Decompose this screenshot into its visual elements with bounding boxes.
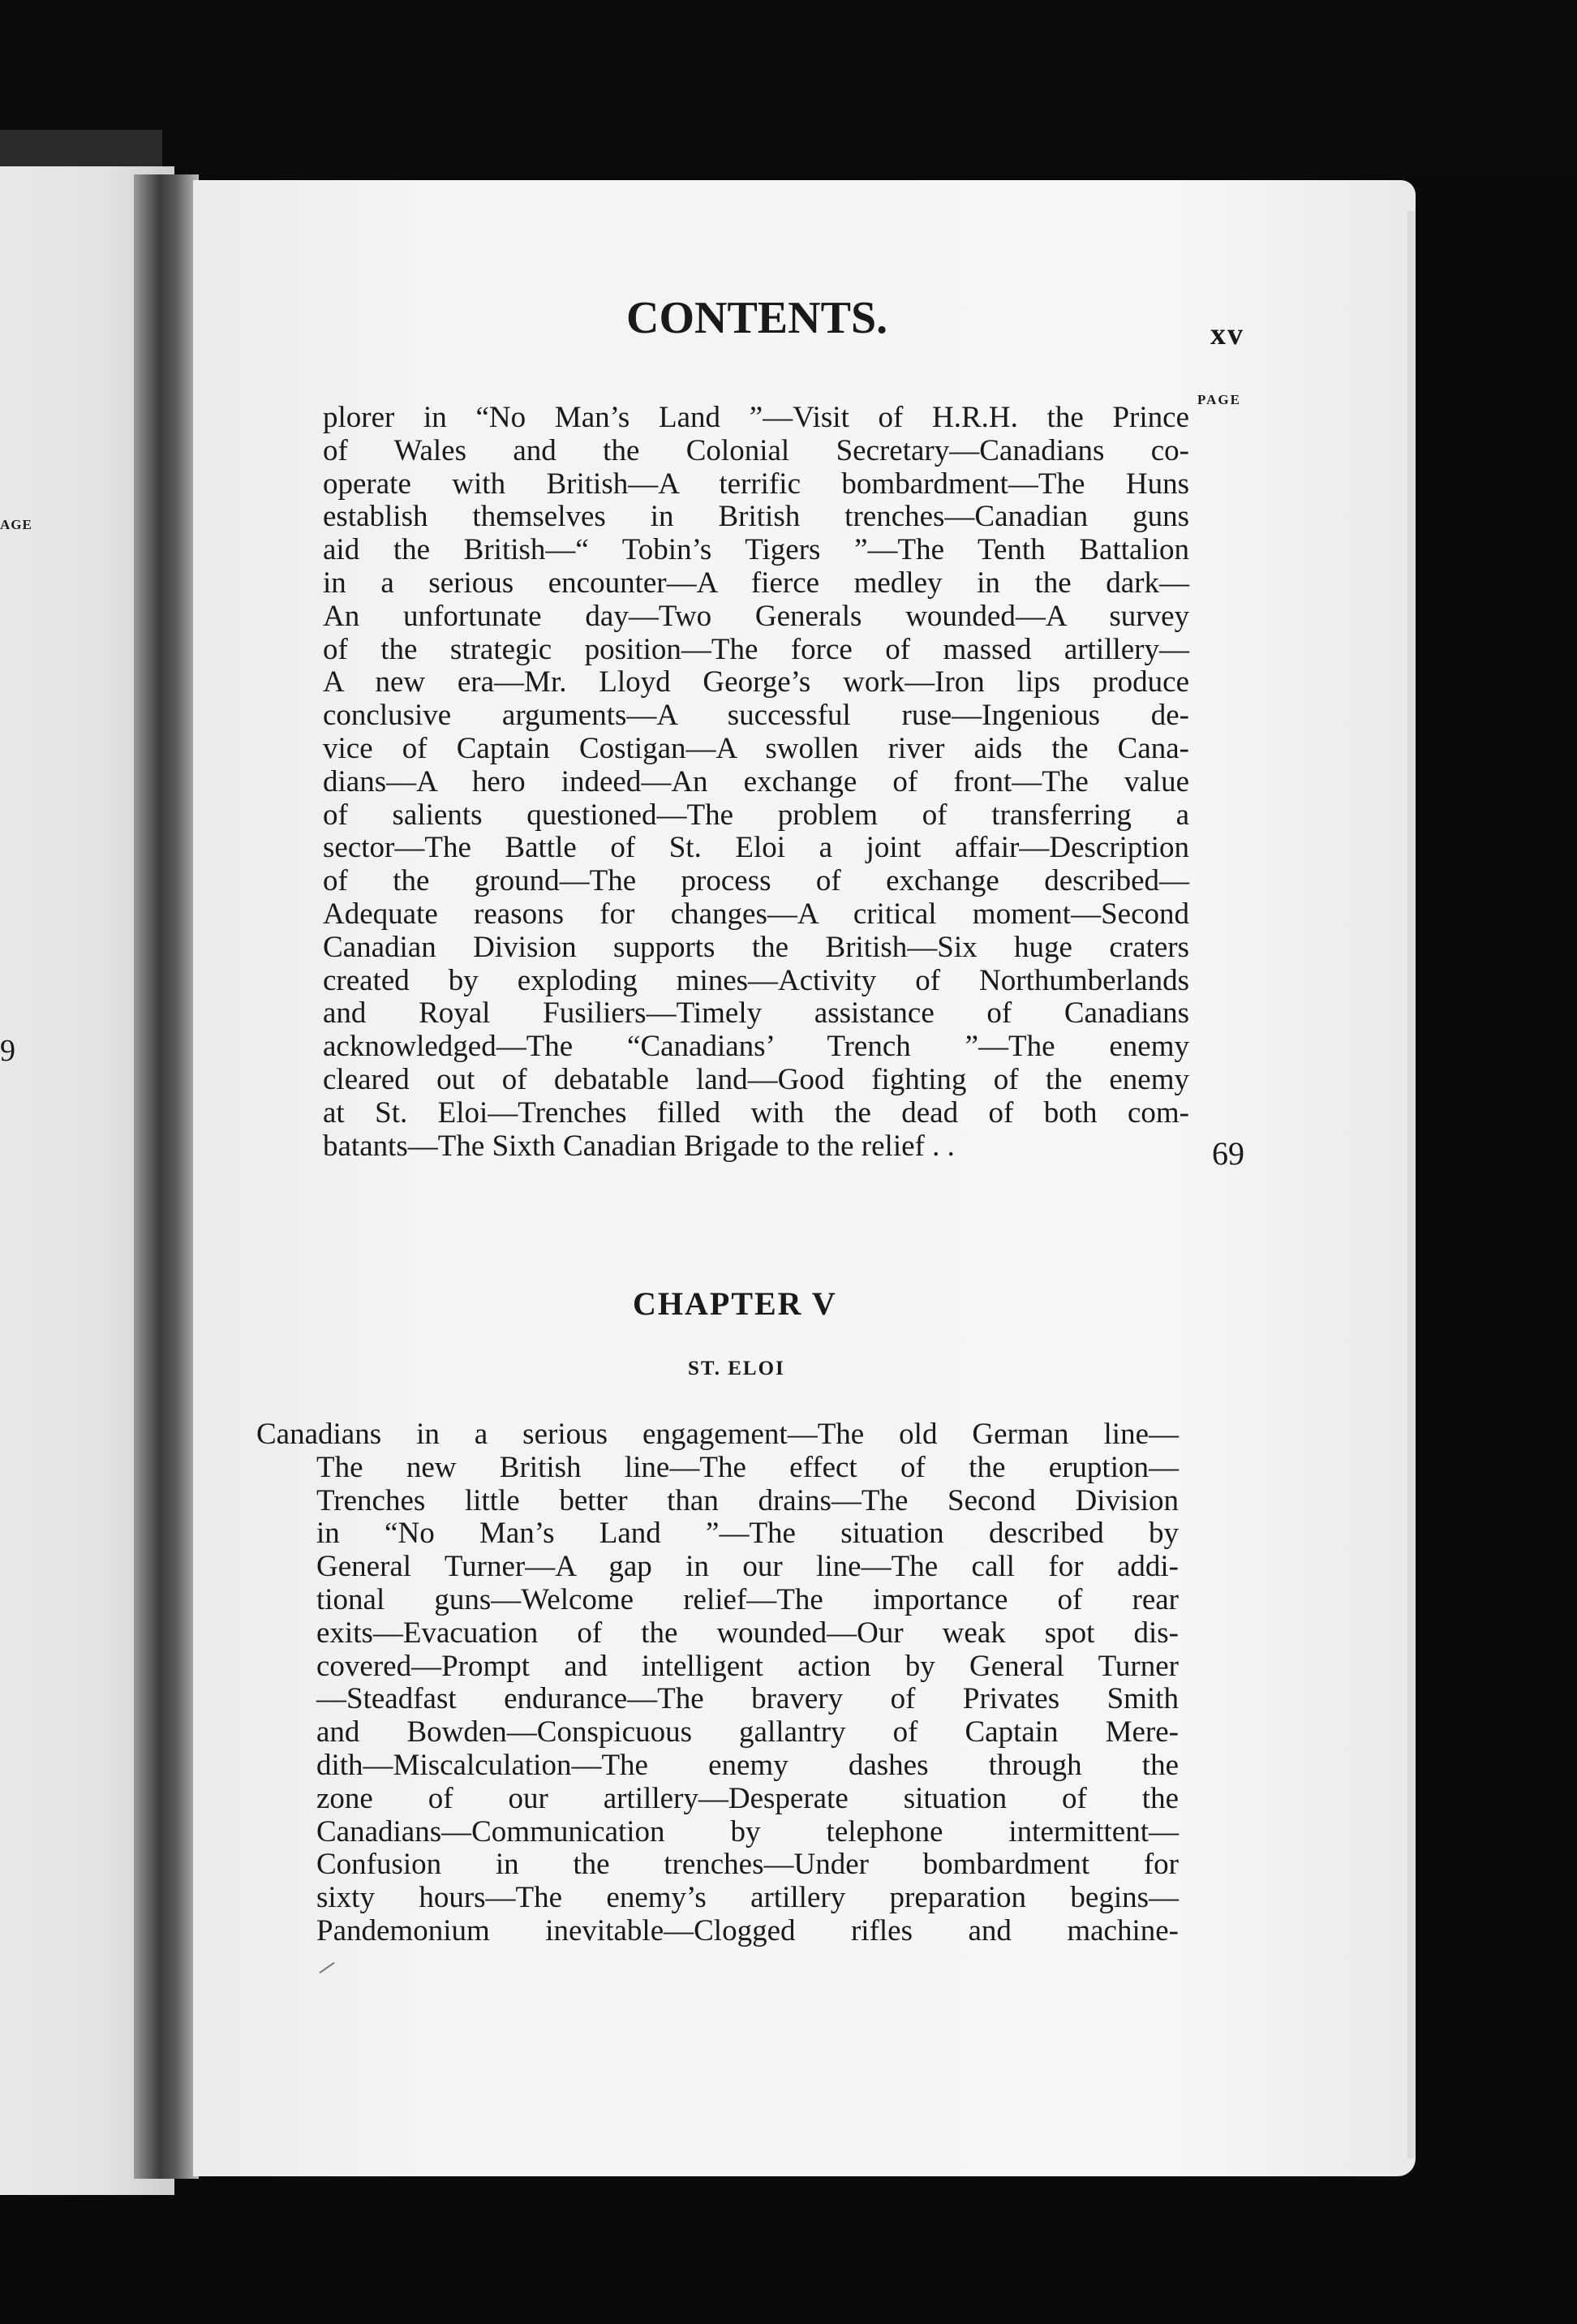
chapter-v-summary xyxy=(256,1418,1179,1948)
left-page-number: 9 xyxy=(0,1034,15,1068)
summary-line: operate with British—A terrific bombardment—The Huns xyxy=(323,467,1189,501)
summary-line: exits—Evacuation of the wounded—Our weak spot dis- xyxy=(316,1616,1179,1650)
summary-line: vice of Captain Costigan—A swollen river aids the Cana- xyxy=(323,731,1189,765)
summary-line: in a serious encounter—A fierce medley in the dark— xyxy=(323,566,1189,600)
summary-line: General Turner—A gap in our line—The call for addi- xyxy=(316,1550,1179,1584)
summary-line: tional guns—Welcome relief—The importance of rear xyxy=(316,1582,1179,1616)
summary-line: of the strategic position—The force of massed artillery— xyxy=(323,632,1189,666)
summary-line: dians—A hero indeed—An exchange of front—The value xyxy=(323,764,1189,798)
page-title: CONTENTS. xyxy=(626,293,888,343)
summary-line: of the ground—The process of exchange described— xyxy=(323,864,1189,898)
summary-line: cleared out of debatable land—Good fighting of the enemy xyxy=(323,1062,1189,1096)
summary-line: in “No Man’s Land ”—The situation described by xyxy=(316,1517,1179,1551)
page-edge-shadow xyxy=(1407,211,1424,2158)
summary-line: dith—Miscalculation—The enemy dashes through the xyxy=(316,1748,1179,1782)
summary-line: batants—The Sixth Canadian Brigade to the relief . . xyxy=(323,1129,955,1163)
summary-line: at St. Eloi—Trenches filled with the dead of both com- xyxy=(323,1095,1189,1130)
summary-line: establish themselves in British trenches—Canadian guns xyxy=(323,500,1189,534)
summary-line: acknowledged—The “Canadians’ Trench ”—The enemy xyxy=(323,1030,1189,1064)
summary-line: Adequate reasons for changes—A critical moment—Second xyxy=(323,897,1189,931)
page-number: xv xyxy=(1210,317,1244,351)
summary-line: sector—The Battle of St. Eloi a joint affair—Description xyxy=(323,831,1189,865)
summary-line: and Bowden—Conspicuous gallantry of Captain Mere- xyxy=(316,1715,1179,1749)
summary-line: created by exploding mines—Activity of Northumberlands xyxy=(323,963,1189,997)
summary-line: Canadians—Communication by telephone intermittent— xyxy=(316,1814,1179,1848)
summary-line: Canadian Division supports the British—Six huge craters xyxy=(323,930,1189,964)
summary-line: conclusive arguments—A successful ruse—Ingenious de- xyxy=(323,699,1189,733)
summary-line: zone of our artillery—Desperate situation of the xyxy=(316,1781,1179,1815)
summary-line: Trenches little better than drains—The Second Division xyxy=(316,1483,1179,1517)
left-page-label: AGE xyxy=(0,517,32,532)
summary-line: A new era—Mr. Lloyd George’s work—Iron lips produce xyxy=(323,665,1189,699)
summary-line: —Steadfast endurance—The bravery of Privates Smith xyxy=(316,1682,1179,1716)
summary-line: plorer in “No Man’s Land ”—Visit of H.R.H. the Prince xyxy=(323,401,1189,434)
summary-line: An unfortunate day—Two Generals wounded—A survey xyxy=(323,599,1189,633)
summary-line: of salients questioned—The problem of transferring a xyxy=(323,798,1189,832)
book-edge xyxy=(0,130,162,170)
summary-line: covered—Prompt and intelligent action by General Turner xyxy=(316,1649,1179,1683)
chapter-iv-summary xyxy=(323,402,1189,1163)
chapter-heading: CHAPTER V xyxy=(633,1285,837,1322)
summary-line: sixty hours—The enemy’s artillery preparation begins— xyxy=(316,1881,1179,1915)
summary-line: The new British line—The effect of the eruption— xyxy=(316,1450,1179,1484)
summary-line: Canadians in a serious engagement—The old German line— xyxy=(256,1418,1179,1451)
page-reference: 69 xyxy=(1212,1135,1244,1172)
summary-line: of Wales and the Colonial Secretary—Canadians co- xyxy=(323,433,1189,467)
summary-line: and Royal Fusiliers—Timely assistance of Canadians xyxy=(323,996,1189,1031)
book-gutter xyxy=(134,174,199,2179)
page-column-label: PAGE xyxy=(1197,392,1241,407)
summary-line: aid the British—“ Tobin’s Tigers ”—The Tenth Battalion xyxy=(323,533,1189,567)
summary-line: Pandemonium inevitable—Clogged rifles and machine- xyxy=(316,1913,1179,1947)
chapter-subtitle: ST. ELOI xyxy=(688,1358,785,1379)
summary-line: Confusion in the trenches—Under bombardment for xyxy=(316,1848,1179,1882)
background-top xyxy=(0,0,1577,174)
